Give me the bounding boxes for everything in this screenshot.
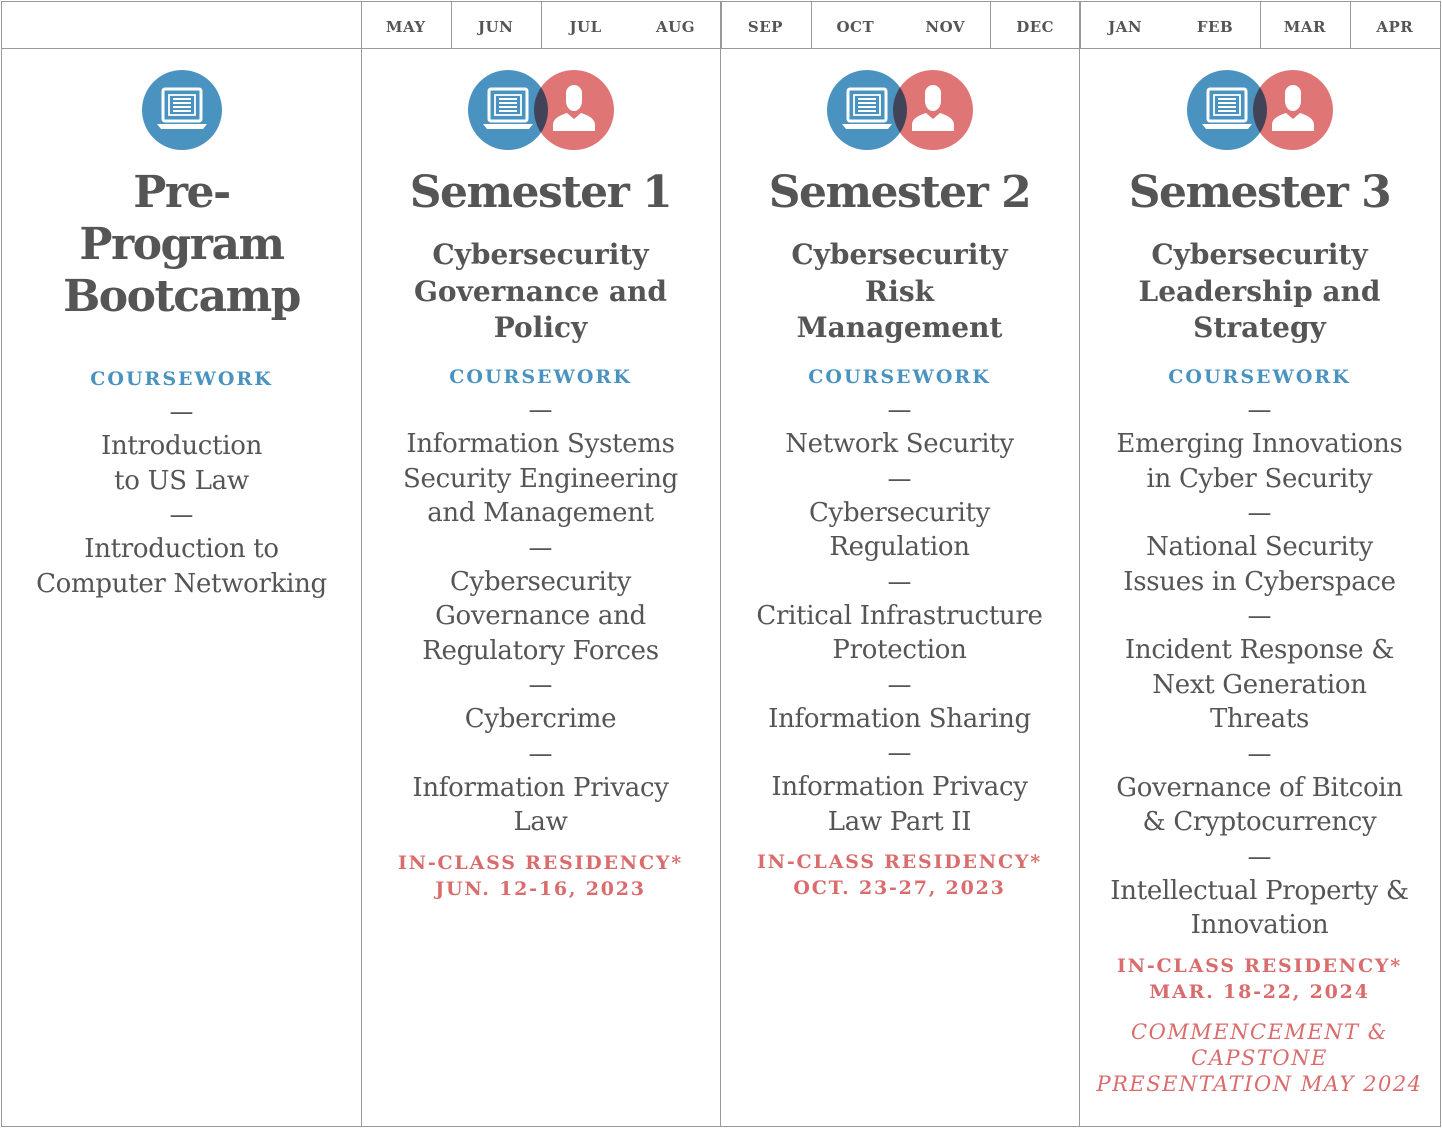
course-item [1079, 633, 1440, 737]
course-line: Security Engineering [403, 463, 678, 494]
residency-line: IN-CLASS RESIDENCY* [756, 851, 1043, 873]
subtitle-line: Cybersecurity [791, 238, 1008, 271]
month-label: MAY [385, 18, 426, 36]
coursework-list [720, 361, 1079, 901]
program-timeline [1, 1, 1441, 1127]
course-item [361, 702, 720, 737]
month-label: NOV [925, 18, 966, 36]
month-label: JUN [477, 18, 514, 36]
month-divider [1080, 2, 1081, 48]
month-label: DEC [1016, 18, 1055, 36]
column-subtitle [720, 237, 1079, 347]
course-item [720, 496, 1079, 565]
column-title [1079, 167, 1440, 219]
person-icon [533, 69, 615, 151]
residency-line: JUN. 12-16, 2023 [435, 877, 646, 900]
course-item [2, 429, 361, 498]
coursework-list [1079, 361, 1440, 1097]
commencement-line: PRESENTATION MAY 2024 [1096, 1071, 1423, 1096]
course-line: Network Security [785, 429, 1014, 459]
course-line: Intellectual Property & [1110, 875, 1409, 906]
course-item [2, 532, 361, 601]
course-line: Cybersecurity [808, 497, 991, 528]
divider-dash: — [887, 396, 912, 424]
divider-dash: — [887, 739, 912, 767]
commencement-line: COMMENCEMENT & [1131, 1019, 1388, 1044]
course-item [1079, 874, 1440, 943]
course-item [720, 702, 1079, 737]
course-line: Introduction to [84, 534, 279, 564]
divider-dash: — [528, 739, 553, 768]
title-line: Bootcamp [63, 271, 300, 322]
course-line: Issues in Cyberspace [1123, 566, 1396, 597]
person-icon [1252, 69, 1334, 151]
title-line: Program [79, 219, 284, 270]
residency-line: MAR. 18-22, 2024 [1149, 980, 1370, 1003]
semester-column [720, 49, 1079, 1126]
divider-dash: — [1247, 739, 1272, 768]
course-line: Governance of Bitcoin [1116, 772, 1403, 803]
title-line: Semester 3 [1128, 167, 1391, 218]
semester-column [2, 49, 361, 1126]
course-line: Regulatory Forces [422, 635, 659, 666]
course-line: Cybersecurity [449, 566, 632, 597]
course-line: Law Part II [827, 806, 972, 837]
title-line: Semester 1 [409, 167, 672, 218]
month-divider [721, 2, 722, 48]
subtitle-line: Risk [864, 274, 935, 308]
course-line: National Security [1146, 532, 1373, 562]
subtitle-line: Strategy [1193, 311, 1326, 344]
month-label: JUL [569, 18, 602, 36]
column-title [361, 167, 720, 219]
column-icons [361, 69, 720, 151]
divider-dash: — [887, 670, 912, 699]
residency-note [1079, 953, 1440, 1005]
course-line: Information Sharing [768, 703, 1031, 734]
course-line: Information Privacy [412, 772, 669, 803]
title-line: Semester 2 [768, 167, 1031, 218]
residency-note [361, 850, 720, 902]
month-label: JAN [1108, 18, 1143, 36]
course-line: Protection [832, 635, 967, 665]
course-line: to US Law [114, 465, 249, 496]
coursework-label: COURSEWORK [449, 366, 632, 388]
commencement-note [1079, 1019, 1440, 1097]
coursework-label: COURSEWORK [808, 366, 991, 388]
divider-dash: — [1247, 499, 1272, 527]
month-divider [811, 2, 812, 48]
column-subtitle [361, 237, 720, 347]
commencement-line: CAPSTONE [1191, 1045, 1328, 1070]
course-line: Cybercrime [464, 704, 617, 734]
column-subtitle [1079, 237, 1440, 347]
divider-dash: — [1247, 396, 1272, 424]
month-divider [1350, 2, 1351, 48]
course-line: Innovation [1190, 910, 1329, 940]
month-label: OCT [836, 18, 875, 36]
course-item [720, 599, 1079, 668]
divider-dash: — [887, 567, 912, 596]
coursework-label: COURSEWORK [1168, 366, 1351, 388]
subtitle-line: Cybersecurity [1151, 238, 1368, 271]
coursework-list [361, 361, 720, 902]
person-icon [892, 69, 974, 151]
subtitle-line: Management [796, 311, 1003, 344]
course-line: Law [513, 807, 568, 837]
residency-note [720, 849, 1079, 901]
month-divider [1260, 2, 1261, 48]
divider-dash: — [887, 464, 912, 493]
column-title [2, 167, 361, 323]
course-line: Information Systems [406, 429, 675, 459]
course-item [1079, 427, 1440, 496]
course-line: Next Generation [1152, 669, 1367, 700]
column-title [720, 167, 1079, 219]
month-divider [541, 2, 542, 48]
course-item [361, 771, 720, 840]
divider-dash: — [1247, 842, 1272, 871]
divider-dash: — [1247, 602, 1272, 630]
course-item [720, 427, 1079, 462]
course-line: Critical Infrastructure [756, 600, 1043, 631]
month-label: AUG [655, 18, 696, 36]
course-item [1079, 771, 1440, 840]
course-item [361, 427, 720, 531]
course-line: in Cyber Security [1146, 463, 1373, 494]
coursework-label: COURSEWORK [90, 368, 273, 390]
column-icons [720, 69, 1079, 151]
course-item [720, 770, 1079, 839]
subtitle-line: Governance and [414, 274, 667, 308]
month-label: MAR [1283, 18, 1327, 36]
divider-dash: — [169, 501, 194, 529]
residency-line: IN-CLASS RESIDENCY* [1116, 954, 1403, 977]
course-line: Information Privacy [771, 772, 1028, 802]
course-line: Computer Networking [36, 568, 327, 599]
course-line: Governance and [435, 601, 646, 631]
course-line: Emerging Innovations [1116, 429, 1403, 459]
laptop-icon [141, 69, 223, 151]
column-icons [2, 69, 361, 151]
course-line: and Management [427, 498, 654, 528]
month-label: SEP [747, 18, 783, 36]
column-icons [1079, 69, 1440, 151]
month-label: FEB [1196, 18, 1234, 36]
course-item [361, 565, 720, 669]
residency-line: IN-CLASS RESIDENCY* [397, 851, 684, 874]
divider-dash: — [528, 671, 553, 699]
course-line: Threats [1209, 704, 1310, 734]
subtitle-line: Cybersecurity [432, 238, 649, 271]
semester-column [361, 49, 720, 1126]
semester-column [1079, 49, 1440, 1126]
course-line: Incident Response & [1124, 635, 1395, 665]
month-divider [451, 2, 452, 48]
month-divider [990, 2, 991, 48]
divider-dash: — [528, 396, 553, 424]
month-label: APR [1376, 18, 1414, 36]
subtitle-line: Leadership and [1138, 274, 1381, 308]
residency-line: OCT. 23-27, 2023 [793, 877, 1006, 899]
title-line: Pre- [133, 167, 230, 218]
course-line: Regulation [829, 532, 970, 562]
course-line: & Cryptocurrency [1142, 807, 1377, 837]
divider-dash: — [169, 398, 194, 426]
divider-dash: — [528, 533, 553, 562]
course-item [1079, 530, 1440, 599]
subtitle-line: Policy [493, 311, 588, 344]
coursework-list [2, 363, 361, 601]
course-line: Introduction [100, 431, 263, 461]
